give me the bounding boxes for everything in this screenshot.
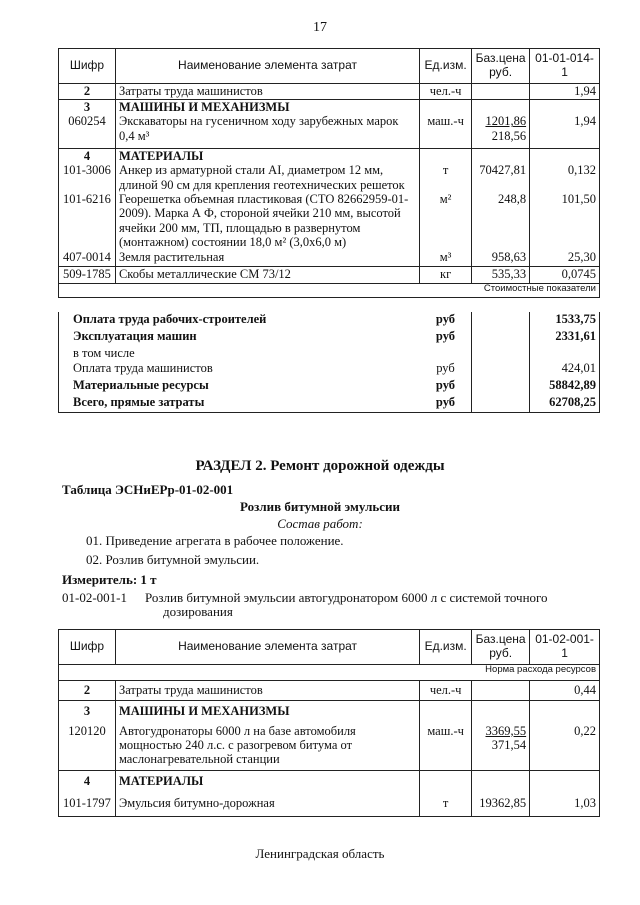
item-code: 01-02-001-1 [62, 590, 127, 605]
header-price: Баз.цена руб. [472, 49, 530, 84]
resource-table-1 [58, 48, 600, 298]
summary-row: Оплата труда рабочих-строителей руб 1533,75 [59, 312, 600, 329]
indicators-label: Стоимостные показатели [483, 283, 596, 294]
header-price: Баз.цена руб. [472, 630, 530, 665]
table-row: 509-1785 Скобы металлические СМ 73/12 кг 535,33 0,0745 [59, 267, 600, 284]
table-row: 101-1797 Эмульсия битумно-дорожная т 19362,85 1,03 [59, 791, 600, 817]
table-row: 101-6216 Георешетка объемная пластиковая (СТО 82662959-01-2009). Марка А Ф, стороной ячейки 210 мм, высотой ячейки 200 мм, ТП, площадью в развернутом (монтажном) состоянии 18,0 м² (3,0х6,0 м) м² 248,8 101,50 [59, 192, 600, 250]
table-row: 2 Затраты труда машинистов чел.-ч 0,44 [59, 681, 600, 701]
table-header [59, 630, 600, 665]
table-row: 4 МАТЕРИАЛЫ [59, 771, 600, 791]
resource-table-2 [58, 629, 600, 817]
item-text-cont: дозирования [163, 604, 233, 619]
header-name: Наименование элемента затрат [115, 49, 419, 84]
summary-row: в том числе [59, 346, 600, 361]
work-item: 01. Приведение агрегата в рабочее положение. [86, 533, 344, 548]
table-row: 060254 Экскаваторы на гусеничном ходу зарубежных марок 0,4 м³ маш.-ч 1201,86 218,56 1,94 [59, 114, 600, 148]
table-row: 120120 Автогудронаторы 6000 л на базе автомобиля мощностью 240 л.с. с разогревом битума от маслонагревательной станции маш.-ч 3369,55 371,54 0,22 [59, 721, 600, 771]
header-code: Шифр [59, 630, 116, 665]
works-title: Состав работ: [277, 516, 363, 531]
summary-row: Всего, прямые затраты руб 62708,25 [59, 395, 600, 412]
meter: Измеритель: 1 т [62, 572, 157, 587]
table-label: Таблица ЭСНиЕРр-01-02-001 [62, 482, 234, 497]
work-item: 02. Розлив битумной эмульсии. [86, 552, 260, 567]
header-name: Наименование элемента затрат [115, 630, 419, 665]
table-row: 407-0014 Земля растительная м³ 958,63 25,30 [59, 250, 600, 267]
page-number: 17 [313, 20, 327, 35]
footer-region: Ленинградская область [255, 846, 385, 861]
summary-row: Оплата труда машинистов руб 424,01 [59, 361, 600, 378]
header-rate-code: 01-01-014-1 [530, 49, 600, 84]
header-unit: Ед.изм. [420, 49, 472, 84]
item-text: Розлив битумной эмульсии автогудронатором 6000 л с системой точного [145, 590, 548, 605]
table-row: 2 Затраты труда машинистов чел.-ч 1,94 [59, 84, 600, 100]
summary-row: Материальные ресурсы руб 58842,89 [59, 378, 600, 395]
subtitle: Розлив битумной эмульсии [240, 499, 400, 514]
header-unit: Ед.изм. [420, 630, 472, 665]
section-title: РАЗДЕЛ 2. Ремонт дорожной одежды [195, 458, 445, 474]
table-row: 3 МАШИНЫ И МЕХАНИЗМЫ [59, 100, 600, 115]
table-row: 101-3006 Анкер из арматурной стали AI, диаметром 12 мм, длиной 90 см для крепления геотехнических решеток т 70427,81 0,132 [59, 163, 600, 192]
header-code: Шифр [59, 49, 116, 84]
table-row: 3 МАШИНЫ И МЕХАНИЗМЫ [59, 701, 600, 721]
table-row: 4 МАТЕРИАЛЫ [59, 148, 600, 163]
header-rate-code: 01-02-001-1 [530, 630, 600, 665]
norm-label: Норма расхода ресурсов [485, 664, 596, 675]
summary-row: Эксплуатация машин руб 2331,61 [59, 329, 600, 346]
table-header [59, 49, 600, 84]
summary-table [58, 312, 600, 413]
